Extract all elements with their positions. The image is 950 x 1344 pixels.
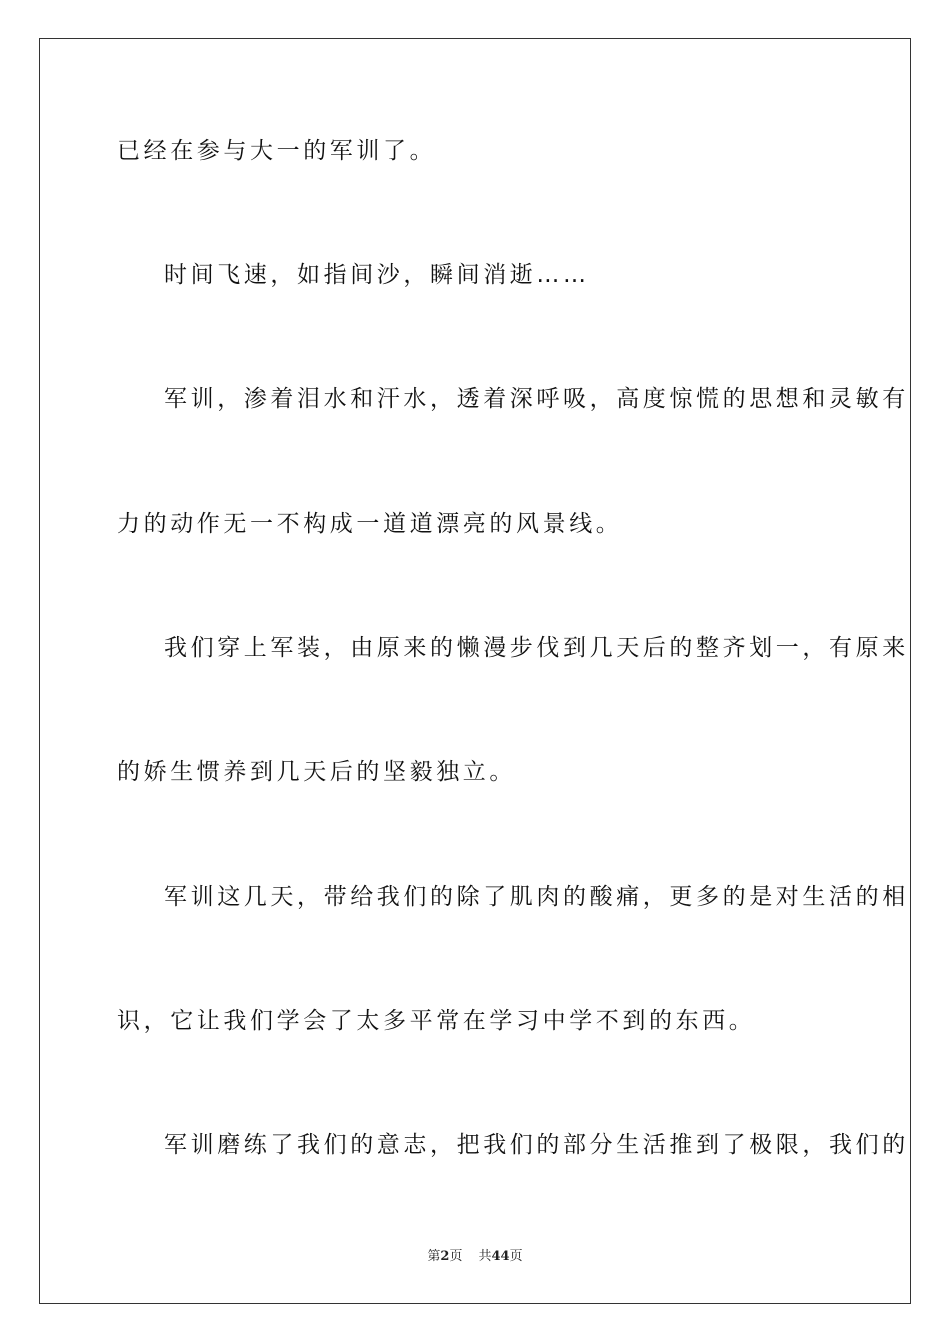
text-line: 我们穿上军装，由原来的懒漫步伐到几天后的整齐划一，有原来 — [164, 635, 909, 661]
text-line: 已经在参与大一的军训了。 — [117, 138, 437, 164]
total-pages: 44 — [491, 1249, 510, 1264]
text-line: 军训这几天，带给我们的除了肌肉的酸痛，更多的是对生活的相 — [164, 884, 909, 910]
page-footer — [0, 1248, 950, 1266]
page-number: 2 — [440, 1249, 450, 1264]
page-suffix: 页 — [449, 1249, 463, 1264]
total-suffix: 页 — [509, 1249, 523, 1264]
text-line: 的娇生惯养到几天后的坚毅独立。 — [117, 759, 516, 785]
total-prefix: 共 — [478, 1249, 492, 1264]
text-line: 识，它让我们学会了太多平常在学习中学不到的东西。 — [117, 1008, 756, 1034]
text-line: 军训磨练了我们的意志，把我们的部分生活推到了极限，我们的 — [164, 1132, 909, 1158]
text-line: 军训，渗着泪水和汗水，透着深呼吸，高度惊慌的思想和灵敏有 — [164, 386, 909, 412]
text-line: 时间飞速，如指间沙，瞬间消逝…… — [164, 262, 590, 288]
page-border — [39, 38, 911, 1304]
text-line: 力的动作无一不构成一道道漂亮的风景线。 — [117, 511, 623, 537]
page-prefix: 第 — [427, 1249, 441, 1264]
